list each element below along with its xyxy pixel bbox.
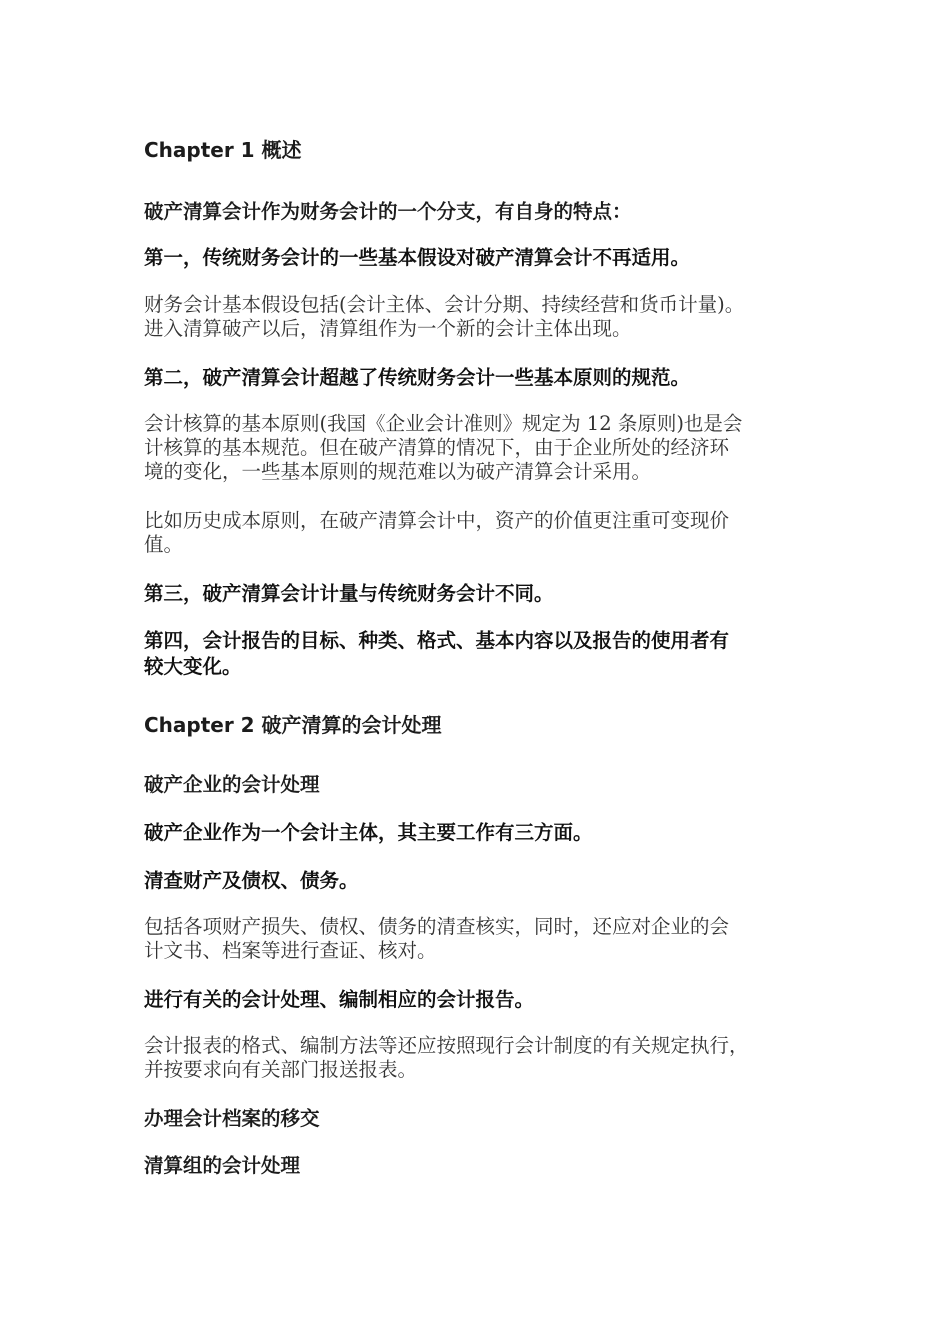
point-4-title-line-2: 较大变化。 [144, 655, 242, 678]
chapter-1-heading: Chapter 1 概述 [144, 138, 302, 162]
point-2-body-line-1: 会计核算的基本原则(我国《企业会计准则》规定为 12 条原则)也是会 [144, 412, 743, 435]
point-4-title [144, 628, 814, 680]
point-2-example-line-2: 值。 [144, 533, 184, 556]
task-3-title: 办理会计档案的移交 [144, 1107, 320, 1130]
intro-paragraph: 破产清算会计作为财务会计的一个分支，有自身的特点： [144, 200, 632, 223]
point-3-title: 第三，破产清算会计计量与传统财务会计不同。 [144, 582, 554, 605]
task-1-body [144, 915, 814, 963]
task-1-body-line-2: 计文书、档案等进行查证、核对。 [144, 939, 437, 962]
subsection-title: 清算组的会计处理 [144, 1154, 301, 1177]
point-2-body-line-2: 计核算的基本规范。但在破产清算的情况下，由于企业所处的经济环 [144, 436, 730, 459]
point-2-example-line-1: 比如历史成本原则，在破产清算会计中，资产的价值更注重可变现价 [144, 509, 730, 532]
point-2-body-line-3: 境的变化，一些基本原则的规范难以为破产清算会计采用。 [144, 460, 652, 483]
task-1-title: 清查财产及债权、债务。 [144, 869, 359, 892]
point-1-title: 第一，传统财务会计的一些基本假设对破产清算会计不再适用。 [144, 246, 691, 269]
point-1-body [144, 293, 814, 341]
point-4-title-line-1: 第四，会计报告的目标、种类、格式、基本内容以及报告的使用者有 [144, 629, 730, 652]
point-1-body-line-1: 财务会计基本假设包括(会计主体、会计分期、持续经营和货币计量)。 [144, 293, 745, 316]
task-2-title: 进行有关的会计处理、编制相应的会计报告。 [144, 988, 535, 1011]
task-2-body-line-2: 并按要求向有关部门报送报表。 [144, 1058, 418, 1081]
section-intro: 破产企业作为一个会计主体，其主要工作有三方面。 [144, 821, 593, 844]
point-2-example [144, 509, 814, 557]
task-2-body-line-1: 会计报表的格式、编制方法等还应按照现行会计制度的有关规定执行， [144, 1034, 749, 1057]
point-1-body-line-2: 进入清算破产以后，清算组作为一个新的会计主体出现。 [144, 317, 632, 340]
task-2-body [144, 1034, 814, 1082]
task-1-body-line-1: 包括各项财产损失、债权、债务的清查核实，同时，还应对企业的会 [144, 915, 730, 938]
point-2-body [144, 412, 814, 484]
chapter-2-heading: Chapter 2 破产清算的会计处理 [144, 713, 442, 737]
section-title: 破产企业的会计处理 [144, 773, 320, 796]
point-2-title: 第二，破产清算会计超越了传统财务会计一些基本原则的规范。 [144, 366, 691, 389]
